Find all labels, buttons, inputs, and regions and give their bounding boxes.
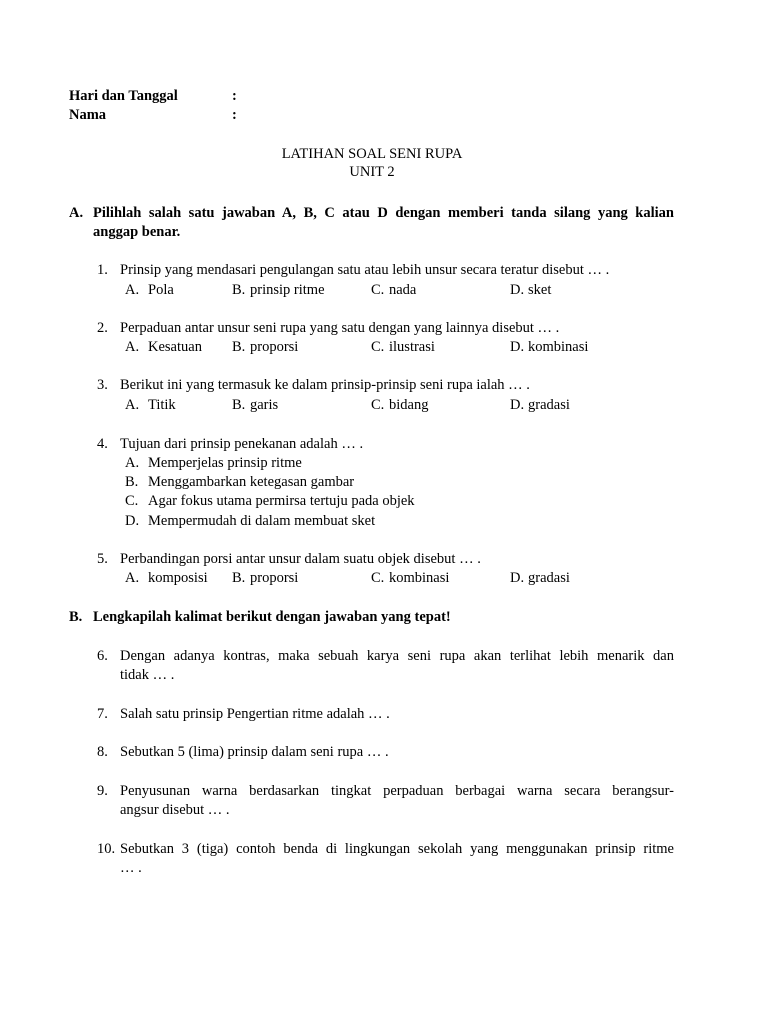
page-title: LATIHAN SOAL SENI RUPA <box>281 146 463 162</box>
option-text: Kesatuan <box>148 339 202 355</box>
question-number: 9. <box>97 783 108 799</box>
option-letter: B. <box>232 397 246 413</box>
question-number: 2. <box>97 320 108 336</box>
section-b-letter: B. <box>69 609 83 625</box>
option-letter: C. <box>371 282 385 298</box>
option-text: sket <box>528 282 552 298</box>
option-letter: B. <box>232 282 246 298</box>
section-a-instruction-cont: anggap benar. <box>93 224 181 240</box>
option-letter: C. <box>371 339 385 355</box>
question-number: 8. <box>97 744 108 760</box>
option-letter: A. <box>125 397 140 413</box>
option-letter: D. <box>510 339 525 355</box>
question-text: Perpaduan antar unsur seni rupa yang satu dengan yang lainnya disebut … . <box>120 320 560 336</box>
section-b-instruction: Lengkapilah kalimat berikut dengan jawaban yang tepat! <box>93 609 451 625</box>
section-a-instruction: Pilihlah salah satu jawaban A, B, C atau D dengan memberi tanda silang yang kalian <box>93 205 674 221</box>
option-letter: D. <box>510 570 525 586</box>
question-number: 1. <box>97 262 108 278</box>
option-letter: A. <box>125 339 140 355</box>
question-number: 4. <box>97 436 108 452</box>
question-number: 7. <box>97 706 108 722</box>
option-text: proporsi <box>250 339 299 355</box>
option-text: Agar fokus utama permirsa tertuju pada objek <box>148 493 415 509</box>
option-text: kombinasi <box>528 339 589 355</box>
option-text: gradasi <box>528 570 570 586</box>
question-number: 5. <box>97 551 108 567</box>
option-text: Pola <box>148 282 174 298</box>
question-text: Berikut ini yang termasuk ke dalam prinsip-prinsip seni rupa ialah … . <box>120 377 530 393</box>
option-letter: C. <box>125 493 139 509</box>
option-text: prinsip ritme <box>250 282 325 298</box>
option-letter: B. <box>125 474 139 490</box>
name-colon: : <box>232 107 237 123</box>
option-text: Memperjelas prinsip ritme <box>148 455 302 471</box>
question-text-cont: tidak … . <box>120 667 175 683</box>
option-letter: C. <box>371 397 385 413</box>
option-text: garis <box>250 397 279 413</box>
option-text: proporsi <box>250 570 299 586</box>
question-number: 6. <box>97 648 108 664</box>
option-letter: D. <box>125 513 140 529</box>
question-text: Salah satu prinsip Pengertian ritme adalah … . <box>120 706 390 722</box>
question-text: Sebutkan 3 (tiga) contoh benda di lingkungan sekolah yang menggunakan prinsip ritme <box>120 841 674 857</box>
option-text: ilustrasi <box>389 339 435 355</box>
question-number: 3. <box>97 377 108 393</box>
option-letter: A. <box>125 455 140 471</box>
option-letter: C. <box>371 570 385 586</box>
option-letter: D. <box>510 397 525 413</box>
day-date-label: Hari dan Tanggal <box>69 88 178 104</box>
option-letter: B. <box>232 570 246 586</box>
question-text: Dengan adanya kontras, maka sebuah karya seni rupa akan terlihat lebih menarik dan <box>120 648 674 664</box>
question-text: Perbandingan porsi antar unsur dalam suatu objek disebut … . <box>120 551 481 567</box>
option-text: Mempermudah di dalam membuat sket <box>148 513 376 529</box>
question-number: 10. <box>97 841 116 857</box>
option-text: Titik <box>148 397 176 413</box>
page-subtitle: UNIT 2 <box>349 164 395 180</box>
option-text: kombinasi <box>389 570 450 586</box>
question-text: Penyusunan warna berdasarkan tingkat perpaduan berbagai warna secara berangsur- <box>120 783 674 799</box>
option-text: komposisi <box>148 570 208 586</box>
option-letter: A. <box>125 282 140 298</box>
option-letter: D. <box>510 282 525 298</box>
day-date-colon: : <box>232 88 237 104</box>
name-label: Nama <box>69 107 107 123</box>
question-text: Tujuan dari prinsip penekanan adalah … . <box>120 436 364 452</box>
section-a-letter: A. <box>69 205 84 221</box>
option-text: gradasi <box>528 397 570 413</box>
question-text: Sebutkan 5 (lima) prinsip dalam seni rupa … . <box>120 744 389 760</box>
question-text-cont: angsur disebut … . <box>120 802 230 818</box>
option-letter: A. <box>125 570 140 586</box>
option-letter: B. <box>232 339 246 355</box>
question-text-cont: … . <box>120 860 142 876</box>
question-text: Prinsip yang mendasari pengulangan satu atau lebih unsur secara teratur disebut … . <box>120 262 610 278</box>
option-text: nada <box>389 282 417 298</box>
option-text: bidang <box>389 397 429 413</box>
option-text: Menggambarkan ketegasan gambar <box>148 474 355 490</box>
